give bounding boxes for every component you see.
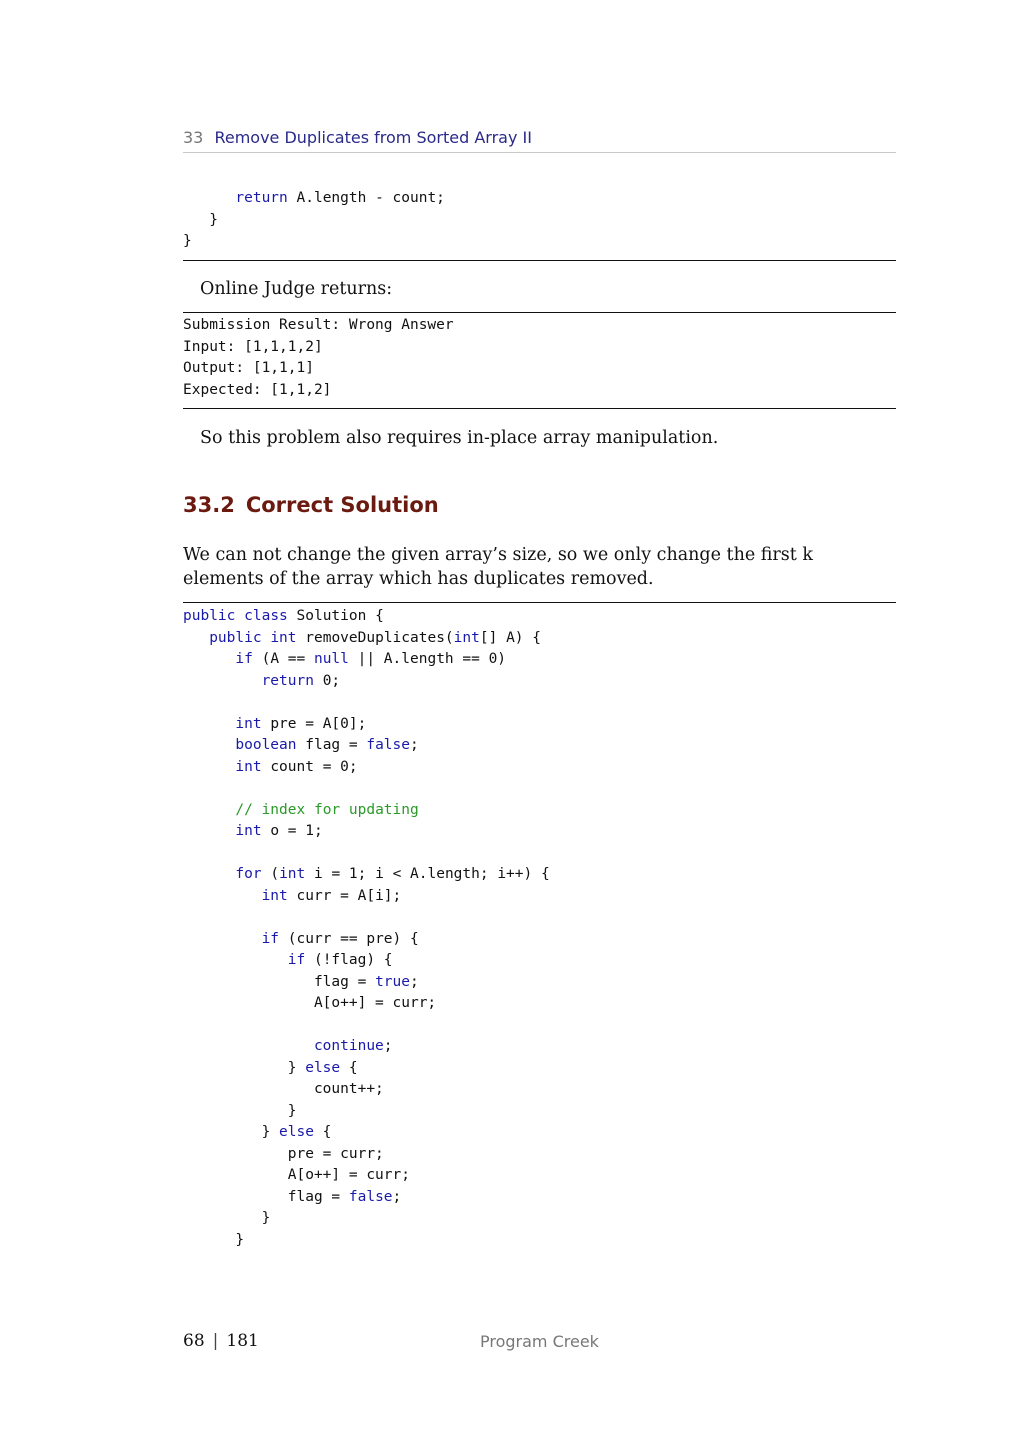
solution-code-top-rule [183, 602, 896, 603]
code-line: } [183, 1210, 271, 1226]
code-line: for (int i = 1; i < A.length; i++) { [235, 866, 550, 882]
code-keyword: null [313, 651, 349, 667]
code-keyword: if [287, 952, 306, 968]
code-comment: // index for updating [235, 801, 419, 818]
code-line: int curr = A[i]; [261, 887, 402, 904]
code-keyword: int [261, 887, 288, 904]
code-line: flag = false; [183, 1188, 402, 1205]
code-line: } [183, 1102, 297, 1119]
code-keyword: return [261, 672, 314, 689]
code-line [183, 907, 550, 929]
judge-output-block [183, 315, 454, 401]
section-number: 33.2 [183, 493, 235, 517]
judge-output-line: Input: [1,1,1,2] [183, 338, 323, 355]
running-header [183, 128, 896, 153]
code-line: } [183, 233, 192, 249]
code-block-top [183, 188, 445, 253]
code-line: pre = curr; [183, 1145, 384, 1162]
solution-intro: We can not change the given array’s size, so we only change the first k elements of the array which has duplicates removed. [183, 545, 813, 589]
code-keyword: return [235, 190, 288, 206]
code-line: count++; [183, 1081, 384, 1097]
code-keyword: false [366, 737, 410, 753]
code-keyword: else [305, 1059, 341, 1076]
code-line: } [183, 1231, 245, 1248]
online-judge-intro: Online Judge returns: [200, 279, 393, 299]
code-keyword: int [235, 823, 262, 839]
code-line: int pre = A[0]; [235, 715, 367, 732]
code-line: boolean flag = false; [235, 737, 419, 753]
code-line: A[o++] = curr; [183, 995, 437, 1011]
page-current: 68 [183, 1331, 205, 1351]
section-heading [183, 493, 439, 517]
code-keyword: continue [313, 1038, 384, 1054]
judge-output-line: Expected: [1,1,2] [183, 381, 332, 398]
code-keyword: public [209, 629, 262, 646]
code-line: flag = true; [183, 973, 419, 990]
code-line [183, 1015, 550, 1037]
inplace-note: So this problem also requires in-place array manipulation. [200, 428, 719, 448]
code-keyword: int [453, 629, 480, 646]
chapter-title: Remove Duplicates from Sorted Array II [214, 128, 532, 147]
code-keyword: if [235, 651, 253, 667]
code-keyword: boolean [235, 737, 297, 753]
code-keyword: public [183, 608, 236, 624]
footer-page-number [183, 1331, 259, 1351]
code-line: } else { [183, 1124, 332, 1140]
code-keyword: if [261, 930, 280, 947]
judge-output-line: Submission Result: Wrong Answer [183, 317, 454, 333]
judge-output-top-rule [183, 312, 896, 313]
code-line: public class Solution { [183, 608, 384, 624]
code-line [183, 800, 550, 822]
page-total: 181 [226, 1331, 259, 1351]
code-keyword: else [279, 1124, 314, 1140]
code-line: public int removeDuplicates(int[] A) { [209, 629, 541, 646]
code-line: int o = 1; [235, 823, 323, 839]
section-title: Correct Solution [245, 493, 439, 517]
judge-output-line: Output: [1,1,1] [183, 360, 314, 376]
code-line: return A.length - count; [235, 190, 445, 206]
judge-output-bottom-rule [183, 408, 896, 409]
solution-code-block [183, 606, 550, 1251]
code-line [183, 843, 550, 865]
code-line: continue; [313, 1038, 393, 1054]
code-keyword: int [235, 758, 262, 775]
code-keyword: int [270, 629, 297, 646]
code-keyword: false [348, 1188, 393, 1205]
code-keyword: int [279, 866, 306, 882]
code-block-top-bottom-rule [183, 260, 896, 261]
code-keyword: class [244, 608, 288, 624]
code-keyword: for [235, 866, 262, 882]
code-line: if (!flag) { [287, 952, 393, 968]
code-line: if (A == null || A.length == 0) [235, 651, 507, 667]
code-line: } [183, 211, 218, 228]
chapter-number: 33 [183, 128, 204, 147]
code-keyword: true [375, 973, 410, 990]
code-line [183, 778, 550, 800]
footer-source: Program Creek [480, 1332, 599, 1351]
code-line: } else { [183, 1059, 358, 1076]
page-separator: | [212, 1331, 219, 1351]
code-keyword: int [235, 715, 262, 732]
code-line: A[o++] = curr; [183, 1167, 410, 1183]
code-line: if (curr == pre) { [261, 930, 419, 947]
code-line [183, 692, 550, 714]
code-line: int count = 0; [235, 758, 358, 775]
code-line: return 0; [261, 672, 341, 689]
